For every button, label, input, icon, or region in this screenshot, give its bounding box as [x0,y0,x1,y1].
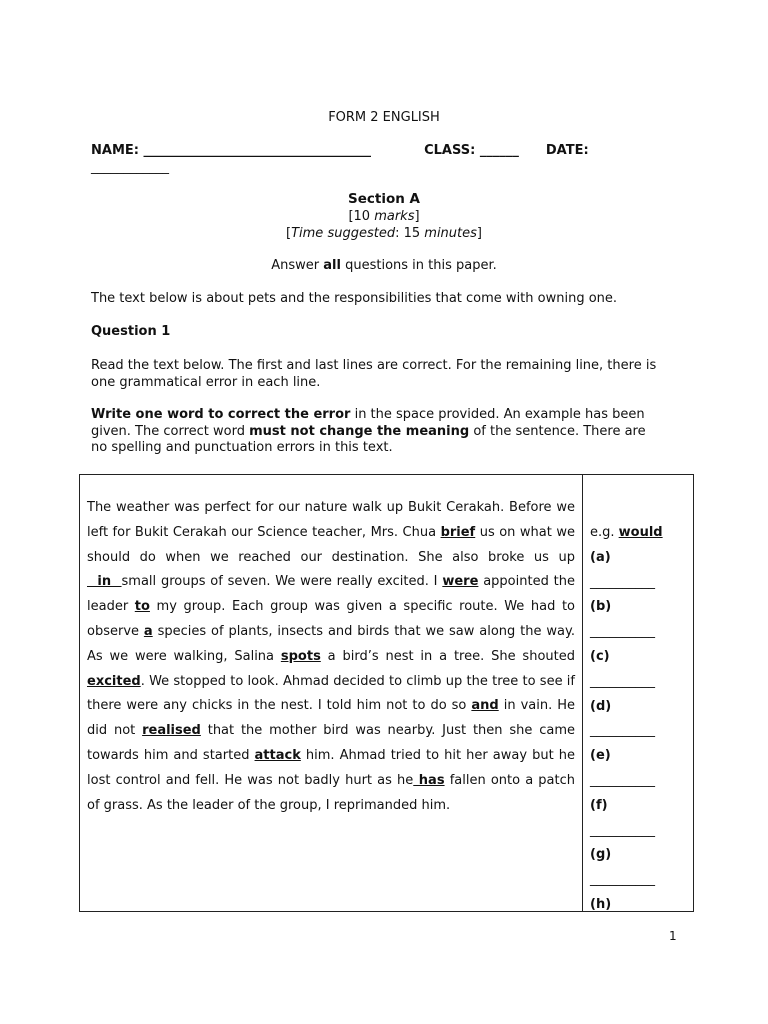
example-answer [590,521,690,546]
write-bold-2: must not change the meaning [249,423,470,439]
section-time: [Time suggested: 15 minutes] [286,226,482,241]
error-correction-table [79,474,694,912]
answer-label-f: (f) [590,797,608,813]
passage-text [87,496,575,818]
answer-label-b: (b) [590,599,612,615]
passage-segment: in vain. He did not [87,698,575,739]
student-info [91,143,691,175]
write-instruction [91,407,661,457]
answer-blank-b: __________ [590,624,655,640]
answer-bold: all [323,258,341,273]
answer-blank-d: __________ [590,723,655,739]
error-word: attack [254,747,301,763]
passage-segment: him. Ahmad tried to hit her away but he lost control and fell. He was not badly hurt as he [87,747,575,788]
example-word: would [618,525,663,540]
answer-label-a: (a) [590,549,611,565]
answer-blank-c: __________ [590,673,655,689]
answer-label-e: (e) [590,748,611,764]
write-bold-1: Write one word to correct the error [91,407,351,422]
example-prefix: e.g. [590,525,615,540]
answer-column [590,521,690,918]
intro-text: The text below is about pets and the responsibilities that come with owning one. [91,291,618,306]
error-word: a [143,623,153,639]
passage-segment: The weather was perfect for our nature walk up Bukit Cerakah. Before we left for Bukit Cerakah our Science teacher, Mrs. Chua [87,500,575,540]
passage-segment: species of plants, insects and birds that we saw along the way. As we were walking, Salina [87,623,575,664]
answer-label-h: (h) [590,896,612,912]
passage-segment: fallen onto a patch of grass. As the leader of the group, I reprimanded him. [87,772,575,813]
answer-post: questions in this paper. [345,258,497,273]
section-heading: Section A [348,191,420,207]
passage-segment: that the mother bird was nearby. Just then she came towards him and started [87,723,575,763]
answer-blank-g: __________ [590,872,655,888]
answer-label-c: (c) [590,648,610,664]
page-number: 1 [669,929,677,943]
class-label: CLASS: [424,143,476,158]
passage-segment: small groups of seven. We were really excited. I [121,574,443,590]
passage-segment: appointed the leader [87,574,575,615]
date-label: DATE: [545,143,589,158]
name-blank: ___________________________________ [143,143,371,158]
error-word: were [442,574,479,590]
write-mid-2: of the sentence. There are no spelling and punctuation errors in this text. [91,423,646,455]
error-word: and [471,698,499,714]
marks-number: 10 [353,209,371,224]
answer-blank-e: __________ [590,772,655,788]
error-word: brief [440,524,476,540]
passage-segment: a bird’s nest in a tree. She shouted [320,648,575,664]
class-blank: ______ [479,143,519,158]
error-word: spots [280,648,321,664]
section-marks: [10 marks] [348,209,420,224]
write-mid-1: in the space provided. An example has been given. The correct word [91,407,645,439]
answer-blank-f: __________ [590,822,655,838]
date-blank: ____________ [91,160,169,175]
error-word: excited [87,673,141,689]
error-word: in [87,574,122,590]
answer-all-instruction [0,258,768,275]
marks-word: marks [374,209,415,224]
time-number: 15 [403,226,421,241]
error-word: realised [142,723,201,739]
error-word: to [134,599,150,615]
name-label: NAME: [91,143,139,158]
read-instruction: Read the text below. The first and last lines are correct. For the remaining line, there is one grammatical error in each line. [91,358,657,390]
error-word: has [413,772,445,788]
answer-blank-a: __________ [590,574,655,590]
passage-segment: my group. Each group was given a specific route. We had to observe [87,599,576,639]
page-title: FORM 2 ENGLISH [328,110,440,125]
passage-segment: us on what we should do when we reached our destination. She also broke us up [87,524,575,565]
question-heading: Question 1 [91,324,171,339]
time-label: Time suggested [291,226,396,241]
column-divider [582,475,583,911]
answer-label-g: (g) [590,847,612,863]
answer-label-d: (d) [590,698,612,714]
time-unit: minutes [424,226,477,241]
answer-pre: Answer [271,258,320,273]
passage-segment: . We stopped to look. Ahmad decided to climb up the tree to see if there were any chicks in the nest. I told him not to do so [87,673,575,714]
section-heading-block [0,191,768,242]
